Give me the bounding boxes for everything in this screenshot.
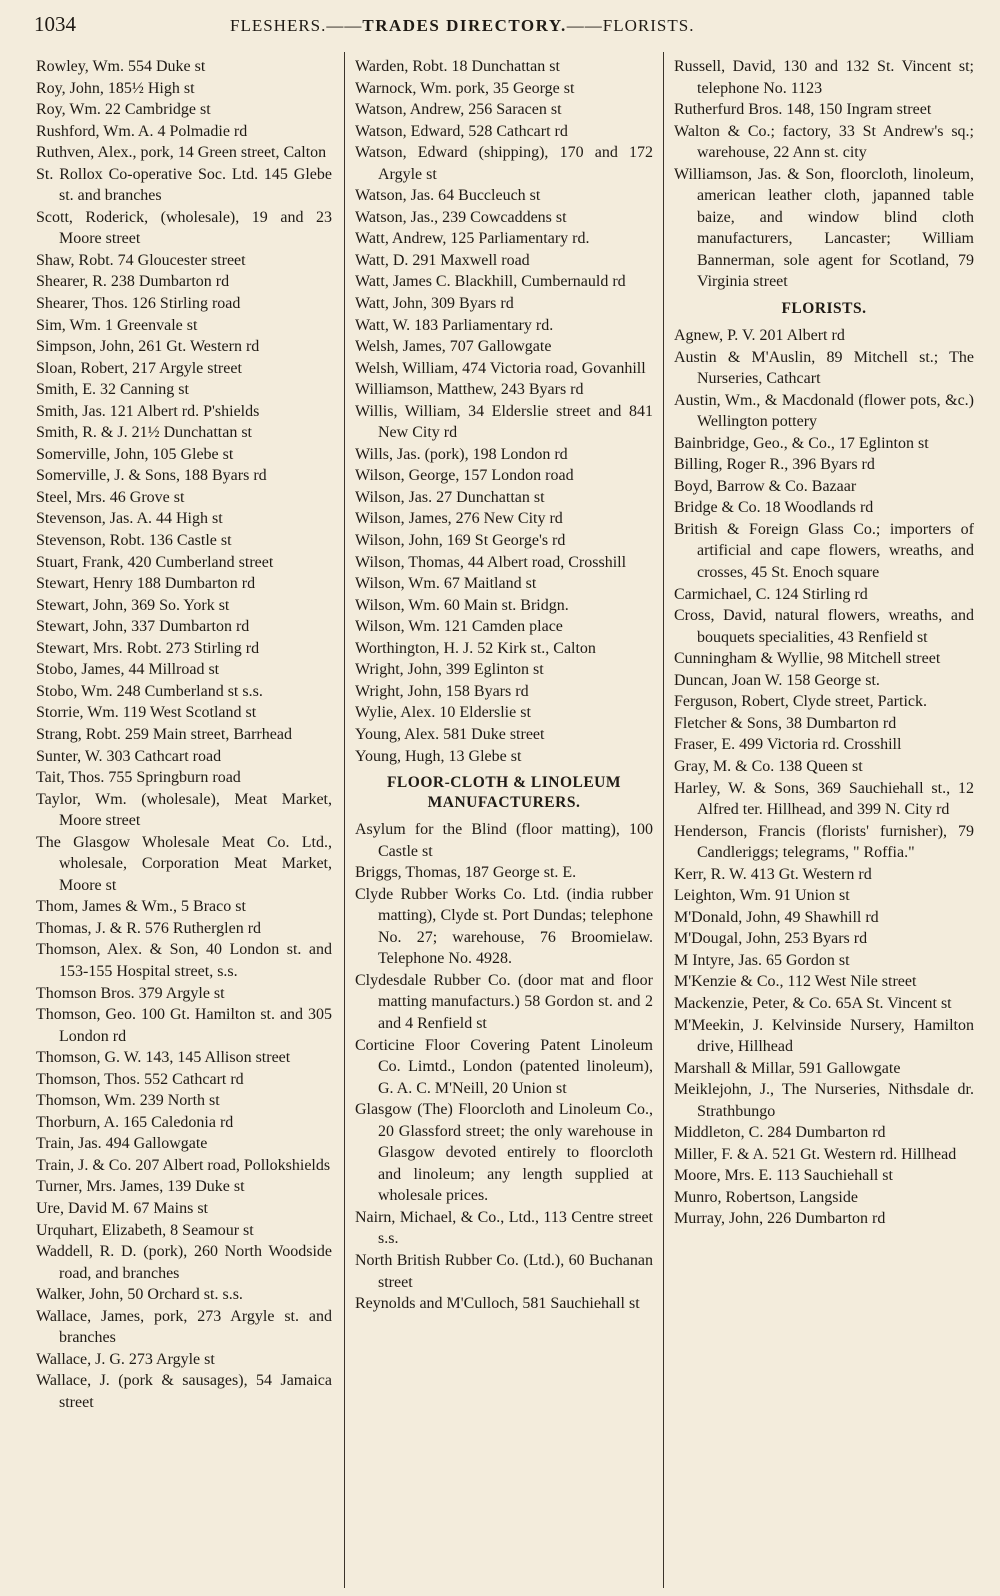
column-divider xyxy=(663,52,664,1588)
directory-entry: Reynolds and M'Culloch, 581 Sauchiehall st xyxy=(355,1295,640,1313)
directory-entry: Roy, Wm. 22 Cambridge st xyxy=(36,101,211,119)
directory-entry: Walker, John, 50 Orchard st. s.s. xyxy=(36,1286,243,1304)
directory-entry: Smith, R. & J. 21½ Dunchattan st xyxy=(36,424,252,442)
column-2 xyxy=(355,56,653,1588)
florists-list xyxy=(674,325,974,1230)
floorcloth-list xyxy=(355,819,653,1315)
header-middle: TRADES DIRECTORY. xyxy=(362,16,567,35)
directory-entry: Austin, Wm., & Macdonald (flower pots, &c.) Wellington pottery xyxy=(674,391,974,431)
directory-entry: Rowley, Wm. 554 Duke st xyxy=(36,58,206,75)
directory-entry: Shearer, Thos. 126 Stirling road xyxy=(36,295,241,313)
directory-entry: Wilson, Wm. 121 Camden place xyxy=(355,618,563,636)
directory-entry: Turner, Mrs. James, 139 Duke st xyxy=(36,1178,245,1196)
directory-entry: Strang, Robt. 259 Main street, Barrhead xyxy=(36,725,292,743)
directory-entry: Murray, John, 226 Dumbarton rd xyxy=(674,1210,886,1228)
directory-entry: Austin & M'Auslin, 89 Mitchell st.; The Nurseries, Cathcart xyxy=(674,348,974,388)
directory-entry: St. Rollox Co-operative Soc. Ltd. 145 Glebe st. and branches xyxy=(36,165,332,205)
directory-entry: Stewart, John, 337 Dumbarton rd xyxy=(36,618,250,636)
directory-entry: Clydesdale Rubber Co. (door mat and floor matting manufacturs.) 58 Gordon st. and 2 and 4 Renfield st xyxy=(355,971,653,1032)
directory-entry: Simpson, John, 261 Gt. Western rd xyxy=(36,338,260,356)
directory-entry: Wright, John, 399 Eglinton st xyxy=(355,661,544,679)
directory-entry: Briggs, Thomas, 187 George st. E. xyxy=(355,864,577,882)
directory-entry: Thomson, Alex. & Son, 40 London st. and 153-155 Hospital street, s.s. xyxy=(36,941,332,980)
fleshers-list-continued xyxy=(355,56,653,767)
directory-entry: M Intyre, Jas. 65 Gordon st xyxy=(674,951,850,969)
directory-entry: Bainbridge, Geo., & Co., 17 Eglinton st xyxy=(674,434,929,452)
directory-entry: Middleton, C. 284 Dumbarton rd xyxy=(674,1124,886,1142)
directory-entry: Tait, Thos. 755 Springburn road xyxy=(36,769,241,787)
directory-entry: Wilson, Jas. 27 Dunchattan st xyxy=(355,488,545,506)
directory-entry: Nairn, Michael, & Co., Ltd., 113 Centre street s.s. xyxy=(355,1208,653,1248)
directory-entry: Asylum for the Blind (floor matting), 100 Castle st xyxy=(355,821,653,860)
directory-entry: Ruthven, Alex., pork, 14 Green street, Calton xyxy=(36,144,327,162)
directory-entry: Stewart, John, 369 So. York st xyxy=(36,596,230,614)
header-left: FLESHERS. xyxy=(230,16,327,35)
directory-entry: Thomson, Wm. 239 North st xyxy=(36,1092,220,1110)
directory-entry: Taylor, Wm. (wholesale), Meat Market, Moore street xyxy=(36,790,332,830)
directory-entry: Ure, David M. 67 Mains st xyxy=(36,1199,208,1217)
directory-entry: Stuart, Frank, 420 Cumberland street xyxy=(36,553,274,571)
directory-entry: British & Foreign Glass Co.; importers of artificial and cape flowers, wreaths, and crosses, 45 St. Enoch square xyxy=(674,520,974,582)
directory-entry: Watson, Edward (shipping), 170 and 172 Argyle st xyxy=(355,144,653,183)
directory-entry: Thorburn, A. 165 Caledonia rd xyxy=(36,1113,234,1131)
directory-entry: Duncan, Joan W. 158 George st. xyxy=(674,671,880,689)
directory-entry: Russell, David, 130 and 132 St. Vincent st; telephone No. 1123 xyxy=(674,58,974,97)
directory-entry: Watt, James C. Blackhill, Cumbernauld rd xyxy=(355,273,626,291)
directory-entry: Glasgow (The) Floorcloth and Linoleum Co., 20 Glassford street; the only warehouse in Glasgow devoted entirely to floorcloth and linoleum; any length supplied at wholesale prices. xyxy=(355,1101,653,1205)
directory-entry: Henderson, Francis (florists' furnisher), 79 Candleriggs; telegrams, " Roffia." xyxy=(674,822,974,862)
directory-entry: Rutherfurd Bros. 148, 150 Ingram street xyxy=(674,101,932,119)
directory-entry: Carmichael, C. 124 Stirling rd xyxy=(674,585,868,603)
directory-entry: Fletcher & Sons, 38 Dumbarton rd xyxy=(674,714,897,732)
directory-entry: Watson, Jas., 239 Cowcaddens st xyxy=(355,208,567,226)
directory-entry: Wilson, Wm. 67 Maitland st xyxy=(355,575,537,593)
directory-entry: Warden, Robt. 18 Dunchattan st xyxy=(355,58,560,75)
directory-entry: Stevenson, Jas. A. 44 High st xyxy=(36,510,223,528)
directory-entry: M'Donald, John, 49 Shawhill rd xyxy=(674,908,879,926)
directory-entry: Mackenzie, Peter, & Co. 65A St. Vincent st xyxy=(674,994,952,1012)
directory-entry: Thomson Bros. 379 Argyle st xyxy=(36,984,225,1002)
directory-entry: Thomson, Geo. 100 Gt. Hamilton st. and 305 London rd xyxy=(36,1006,332,1045)
directory-entry: Smith, E. 32 Canning st xyxy=(36,381,189,399)
directory-entry: Kerr, R. W. 413 Gt. Western rd xyxy=(674,865,872,883)
directory-entry: Billing, Roger R., 396 Byars rd xyxy=(674,456,875,474)
directory-entry: Williamson, Matthew, 243 Byars rd xyxy=(355,381,584,399)
directory-entry: Boyd, Barrow & Co. Bazaar xyxy=(674,477,857,495)
directory-entry: Thom, James & Wm., 5 Braco st xyxy=(36,898,246,916)
directory-entry: Thomson, G. W. 143, 145 Allison street xyxy=(36,1049,291,1067)
directory-entry: Stobo, Wm. 248 Cumberland st s.s. xyxy=(36,682,263,700)
directory-entry: Watt, D. 291 Maxwell road xyxy=(355,251,530,269)
directory-entry: Welsh, James, 707 Gallowgate xyxy=(355,338,552,356)
directory-entry: Young, Alex. 581 Duke street xyxy=(355,725,545,743)
directory-entry: Stewart, Henry 188 Dumbarton rd xyxy=(36,575,256,593)
directory-entry: Munro, Robertson, Langside xyxy=(674,1188,858,1206)
header-right: FLORISTS. xyxy=(602,16,695,35)
directory-entry: Welsh, William, 474 Victoria road, Govanhill xyxy=(355,359,646,377)
column-1 xyxy=(36,56,332,1588)
directory-entry: Sloan, Robert, 217 Argyle street xyxy=(36,359,242,377)
directory-entry: Storrie, Wm. 119 West Scotland st xyxy=(36,704,257,722)
directory-entry: Agnew, P. V. 201 Albert rd xyxy=(674,327,845,345)
florists-heading: FLORISTS. xyxy=(781,300,867,318)
directory-entry: M'Dougal, John, 253 Byars rd xyxy=(674,930,868,948)
directory-entry: Thomas, J. & R. 576 Rutherglen rd xyxy=(36,919,262,937)
directory-entry: Thomson, Thos. 552 Cathcart rd xyxy=(36,1070,244,1088)
floorcloth-heading: FLOOR-CLOTH & LINOLEUM MANUFACTURERS. xyxy=(386,774,622,812)
fleshers-list xyxy=(36,56,332,1413)
directory-entry: Young, Hugh, 13 Glebe st xyxy=(355,747,522,765)
directory-entry: Smith, Jas. 121 Albert rd. P'shields xyxy=(36,402,260,420)
directory-entry: Stewart, Mrs. Robt. 273 Stirling rd xyxy=(36,639,260,657)
column-3 xyxy=(674,56,974,1588)
directory-entry: Roy, John, 185½ High st xyxy=(36,79,195,97)
directory-entry: Wright, John, 158 Byars rd xyxy=(355,682,529,700)
directory-entry: Wilson, Wm. 60 Main st. Bridgn. xyxy=(355,596,569,614)
directory-entry: Gray, M. & Co. 138 Queen st xyxy=(674,757,863,775)
directory-entry: Steel, Mrs. 46 Grove st xyxy=(36,488,185,506)
running-title: FLESHERS.——TRADES DIRECTORY.——FLORISTS. xyxy=(230,16,695,35)
running-header xyxy=(34,12,982,42)
directory-entry: Fraser, E. 499 Victoria rd. Crosshill xyxy=(674,736,902,754)
directory-entry: Watson, Edward, 528 Cathcart rd xyxy=(355,122,568,140)
directory-entry: Walton & Co.; factory, 33 St Andrew's sq.; warehouse, 22 Ann st. city xyxy=(674,122,974,162)
directory-entry: M'Kenzie & Co., 112 West Nile street xyxy=(674,973,917,991)
directory-entry: Worthington, H. J. 52 Kirk st., Calton xyxy=(355,639,596,657)
directory-entry: Harley, W. & Sons, 369 Sauchiehall st., 12 Alfred ter. Hillhead, and 399 N. City rd xyxy=(674,779,974,819)
directory-entry: Meiklejohn, J., The Nurseries, Nithsdale dr. Strathbungo xyxy=(674,1081,974,1120)
directory-entry: Wilson, Thomas, 44 Albert road, Crosshill xyxy=(355,553,627,571)
directory-entry: Cross, David, natural flowers, wreaths, and bouquets specialities, 43 Renfield st xyxy=(674,607,974,646)
directory-entry: Wallace, J. (pork & sausages), 54 Jamaica street xyxy=(36,1372,332,1411)
directory-entry: Moore, Mrs. E. 113 Sauchiehall st xyxy=(674,1167,893,1185)
directory-entry: Miller, F. & A. 521 Gt. Western rd. Hillhead xyxy=(674,1145,957,1163)
directory-entry: Waddell, R. D. (pork), 260 North Woodside road, and branches xyxy=(36,1243,332,1282)
directory-entry: Stobo, James, 44 Millroad st xyxy=(36,661,220,679)
directory-entry: Train, J. & Co. 207 Albert road, Pollokshields xyxy=(36,1156,331,1174)
directory-entry: Willis, William, 34 Elderslie street and 841 New City rd xyxy=(355,402,653,442)
directory-entry: Leighton, Wm. 91 Union st xyxy=(674,887,850,905)
directory-entry: Watt, Andrew, 125 Parliamentary rd. xyxy=(355,230,590,248)
page-number: 1034 xyxy=(34,12,76,36)
directory-entry: Train, Jas. 494 Gallowgate xyxy=(36,1135,208,1153)
directory-entry: Wylie, Alex. 10 Elderslie st xyxy=(355,704,531,722)
directory-entry: Wilson, George, 157 London road xyxy=(355,467,574,485)
directory-entry: Somerville, John, 105 Glebe st xyxy=(36,445,234,463)
directory-entry: Rushford, Wm. A. 4 Polmadie rd xyxy=(36,122,248,140)
directory-entry: Wilson, John, 169 St George's rd xyxy=(355,532,566,550)
directory-entry: Wallace, James, pork, 273 Argyle st. and branches xyxy=(36,1307,332,1347)
directory-entry: Ferguson, Robert, Clyde street, Partick. xyxy=(674,693,927,711)
directory-entry: Sunter, W. 303 Cathcart road xyxy=(36,747,222,765)
directory-entry: Watson, Andrew, 256 Saracen st xyxy=(355,101,562,119)
directory-entry: Williamson, Jas. & Son, floorcloth, linoleum, american leather cloth, japanned table baize, and window blind cloth manufacturers, Lancaster; William Bannerman, sole agent for Scotland, 79 Virginia street xyxy=(674,165,974,291)
directory-entry: Scott, Roderick, (wholesale), 19 and 23 Moore street xyxy=(36,208,332,248)
directory-entry: Somerville, J. & Sons, 188 Byars rd xyxy=(36,467,267,485)
directory-entry: Warnock, Wm. pork, 35 George st xyxy=(355,79,575,97)
directory-entry: Clyde Rubber Works Co. Ltd. (india rubber matting), Clyde st. Port Dundas; telephone No. 27; warehouse, 76 Broomielaw. Telephone No. 4928. xyxy=(355,885,653,968)
directory-entry: Corticine Floor Covering Patent Linoleum Co. Limtd., London (patented linoleum), G. A. C. M'Neill, 20 Union st xyxy=(355,1036,653,1097)
directory-entry: Cunningham & Wyllie, 98 Mitchell street xyxy=(674,650,941,668)
directory-entry: Shearer, R. 238 Dumbarton rd xyxy=(36,273,230,291)
directory-entry: Watson, Jas. 64 Buccleuch st xyxy=(355,187,541,205)
floorcloth-list-continued xyxy=(674,56,974,293)
directory-entry: Wilson, James, 276 New City rd xyxy=(355,510,563,528)
directory-entry: Bridge & Co. 18 Woodlands rd xyxy=(674,499,874,517)
directory-entry: Wallace, J. G. 273 Argyle st xyxy=(36,1350,215,1368)
directory-entry: Shaw, Robt. 74 Gloucester street xyxy=(36,251,246,269)
directory-entry: Marshall & Millar, 591 Gallowgate xyxy=(674,1059,901,1077)
directory-entry: Stevenson, Robt. 136 Castle st xyxy=(36,532,232,550)
directory-entry: Sim, Wm. 1 Greenvale st xyxy=(36,316,198,334)
directory-entry: Wills, Jas. (pork), 198 London rd xyxy=(355,445,568,463)
directory-entry: Watt, W. 183 Parliamentary rd. xyxy=(355,316,554,334)
directory-entry: North British Rubber Co. (Ltd.), 60 Buchanan street xyxy=(355,1251,653,1291)
directory-entry: Watt, John, 309 Byars rd xyxy=(355,295,514,313)
column-divider xyxy=(344,52,345,1588)
directory-entry: Urquhart, Elizabeth, 8 Seamour st xyxy=(36,1221,254,1239)
directory-entry: The Glasgow Wholesale Meat Co. Ltd., wholesale, Corporation Meat Market, Moore st xyxy=(36,833,332,894)
directory-entry: M'Meekin, J. Kelvinside Nursery, Hamilton drive, Hillhead xyxy=(674,1016,974,1056)
